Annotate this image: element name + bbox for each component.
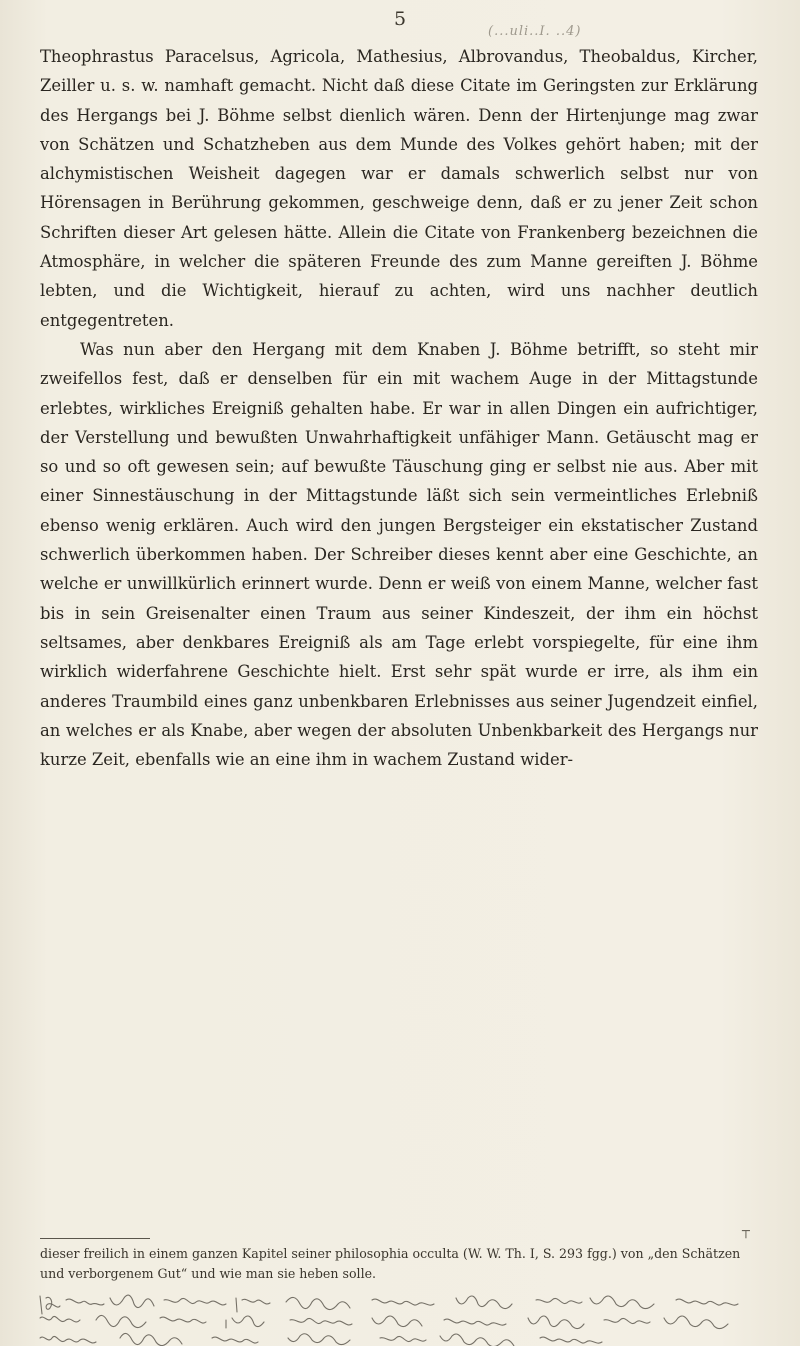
body-text [40,42,758,774]
footnote-divider [40,1238,150,1239]
paragraph-1: Theophrastus Paracelsus, Agricola, Mathesius, Albrovandus, Theobaldus, Kircher, Zeiller u. s. w. namhaft gemacht. Nicht daß diese Citate im Geringsten zur Erklärung des Hergangs bei J. Böhme selbst dienlich wären. Denn der Hirtenjunge mag zwar von Schätzen und Schatzheben aus dem Munde des Volkes gehört haben; mit der alchymistischen Weisheit dagegen war er damals schwerlich selbst nur von Hörensagen in Berührung gekommen, geschweige denn, daß er zu jener Zeit schon Schriften dieser Art gelesen hätte. Allein die Citate von Frankenberg bezeichnen die Atmosphäre, in welcher die späteren Freunde des zum Manne gereiften J. Böhme lebten, und die Wichtigkeit, hierauf zu achten, wird uns nachher deutlich entgegentreten. [40,47,758,330]
footnote-text: dieser freilich in einem ganzen Kapitel seiner philosophia occulta (W. W. Th. I, S. 293 fgg.) von „den Schätzen und verborgenem Gut“ und wie man sie heben solle. [40,1246,741,1281]
paragraph-2: Was nun aber den Hergang mit dem Knaben J. Böhme betrifft, so steht mir zweifellos fest, daß er denselben für ein mit wachem Auge in der Mittagstunde erlebtes, wirkliches Ereigniß gehalten habe. Er war in allen Dingen ein aufrichtiger, der Verstellung und bewußten Unwahrhaftigkeit unfähiger Mann. Getäuscht mag er so und so oft gewesen sein; auf bewußte Täuschung ging er selbst nie aus. Aber mit einer Sinnestäuschung in der Mittagstunde läßt sich sein vermeintliches Erlebniß ebenso wenig erklären. Auch wird den jungen Bergsteiger ein ekstatischer Zustand schwerlich überkommen haben. Der Schreiber dieses kennt aber eine Geschichte, an welche er unwillkürlich erinnert wurde. Denn er weiß von einem Manne, welcher fast bis in sein Greisenalter einen Traum aus seiner Kindeszeit, der ihm ein höchst seltsames, aber denkbares Ereigniß als am Tage erlebt vorspiegelte, für eine ihm wirklich widerfahrene Geschichte hielt. Erst sehr spät wurde er irre, als ihm ein anderes Traumbild eines ganz unbenkbaren Erlebnisses aus seiner Jugendzeit einfiel, an welches er als Knabe, aber wegen der absoluten Unbenkbarkeit des Hergangs nur kurze Zeit, ebenfalls wie an eine ihm in wachem Zustand wider- [40,339,758,770]
handwritten-pencil-note-icon [0,1292,800,1346]
pencil-annotation: (...uli..I. ..4) [488,24,582,39]
footnote [40,1244,760,1284]
page-number: 5 [393,8,407,30]
footnote-marker: ┬ [742,1224,750,1239]
